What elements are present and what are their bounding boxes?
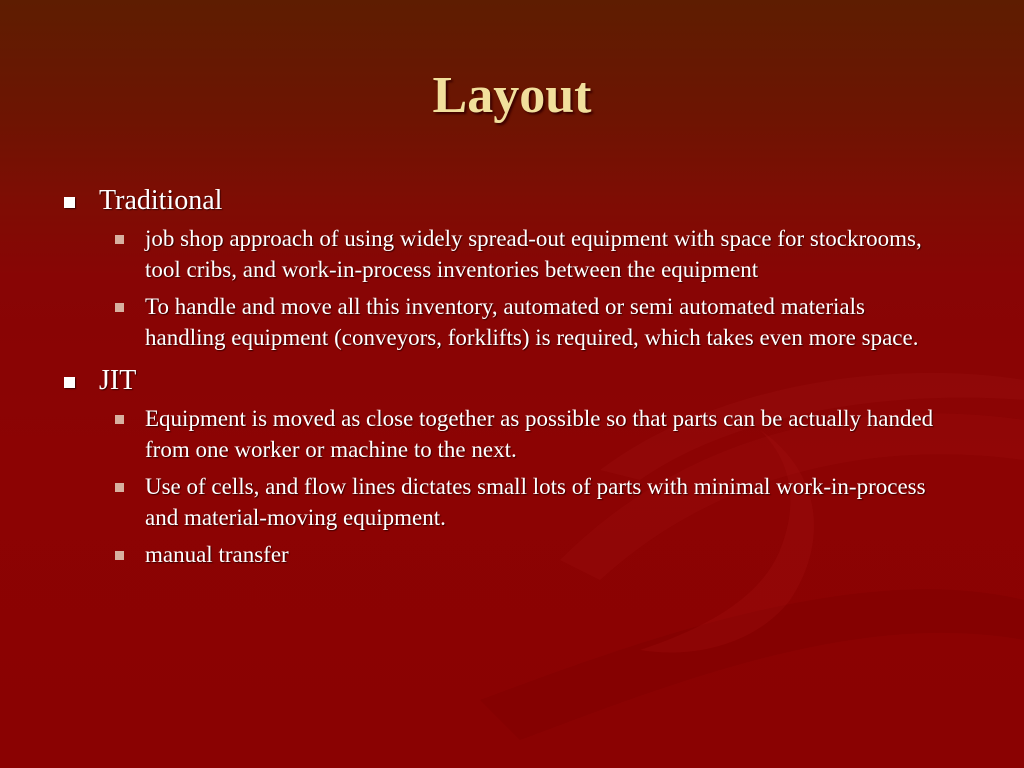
sub-bullet-text: manual transfer: [145, 542, 289, 567]
bullet-heading: Traditional: [99, 185, 223, 216]
sub-bullet-item: [62, 223, 945, 285]
jit-subitems: [62, 403, 962, 570]
bullet-traditional: [62, 183, 962, 219]
sub-bullet-item: [62, 471, 945, 533]
square-bullet-icon: [115, 483, 124, 492]
sub-bullet-text: Equipment is moved as close together as possible so that parts can be actually handed from one worker or machine to the next.: [145, 406, 934, 462]
sub-bullet-item: [62, 403, 945, 465]
traditional-subitems: [62, 223, 962, 353]
sub-bullet-item: [62, 539, 945, 570]
square-bullet-icon: [115, 415, 124, 424]
square-bullet-icon: [64, 197, 75, 208]
sub-bullet-item: [62, 291, 945, 353]
square-bullet-icon: [64, 377, 75, 388]
slide-title: Layout: [432, 67, 592, 124]
sub-bullet-text: To handle and move all this inventory, automated or semi automated materials handling equipment (conveyors, forklifts) is required, which takes even more space.: [145, 294, 919, 350]
square-bullet-icon: [115, 551, 124, 560]
bullet-heading: JIT: [99, 365, 137, 396]
square-bullet-icon: [115, 235, 124, 244]
bullet-jit: [62, 363, 962, 399]
sub-bullet-text: job shop approach of using widely spread-out equipment with space for stockrooms, tool cribs, and work-in-process inventories between the equipment: [145, 226, 922, 282]
slide-body: [62, 183, 962, 580]
sub-bullet-text: Use of cells, and flow lines dictates small lots of parts with minimal work-in-process and material-moving equipment.: [145, 474, 926, 530]
square-bullet-icon: [115, 303, 124, 312]
